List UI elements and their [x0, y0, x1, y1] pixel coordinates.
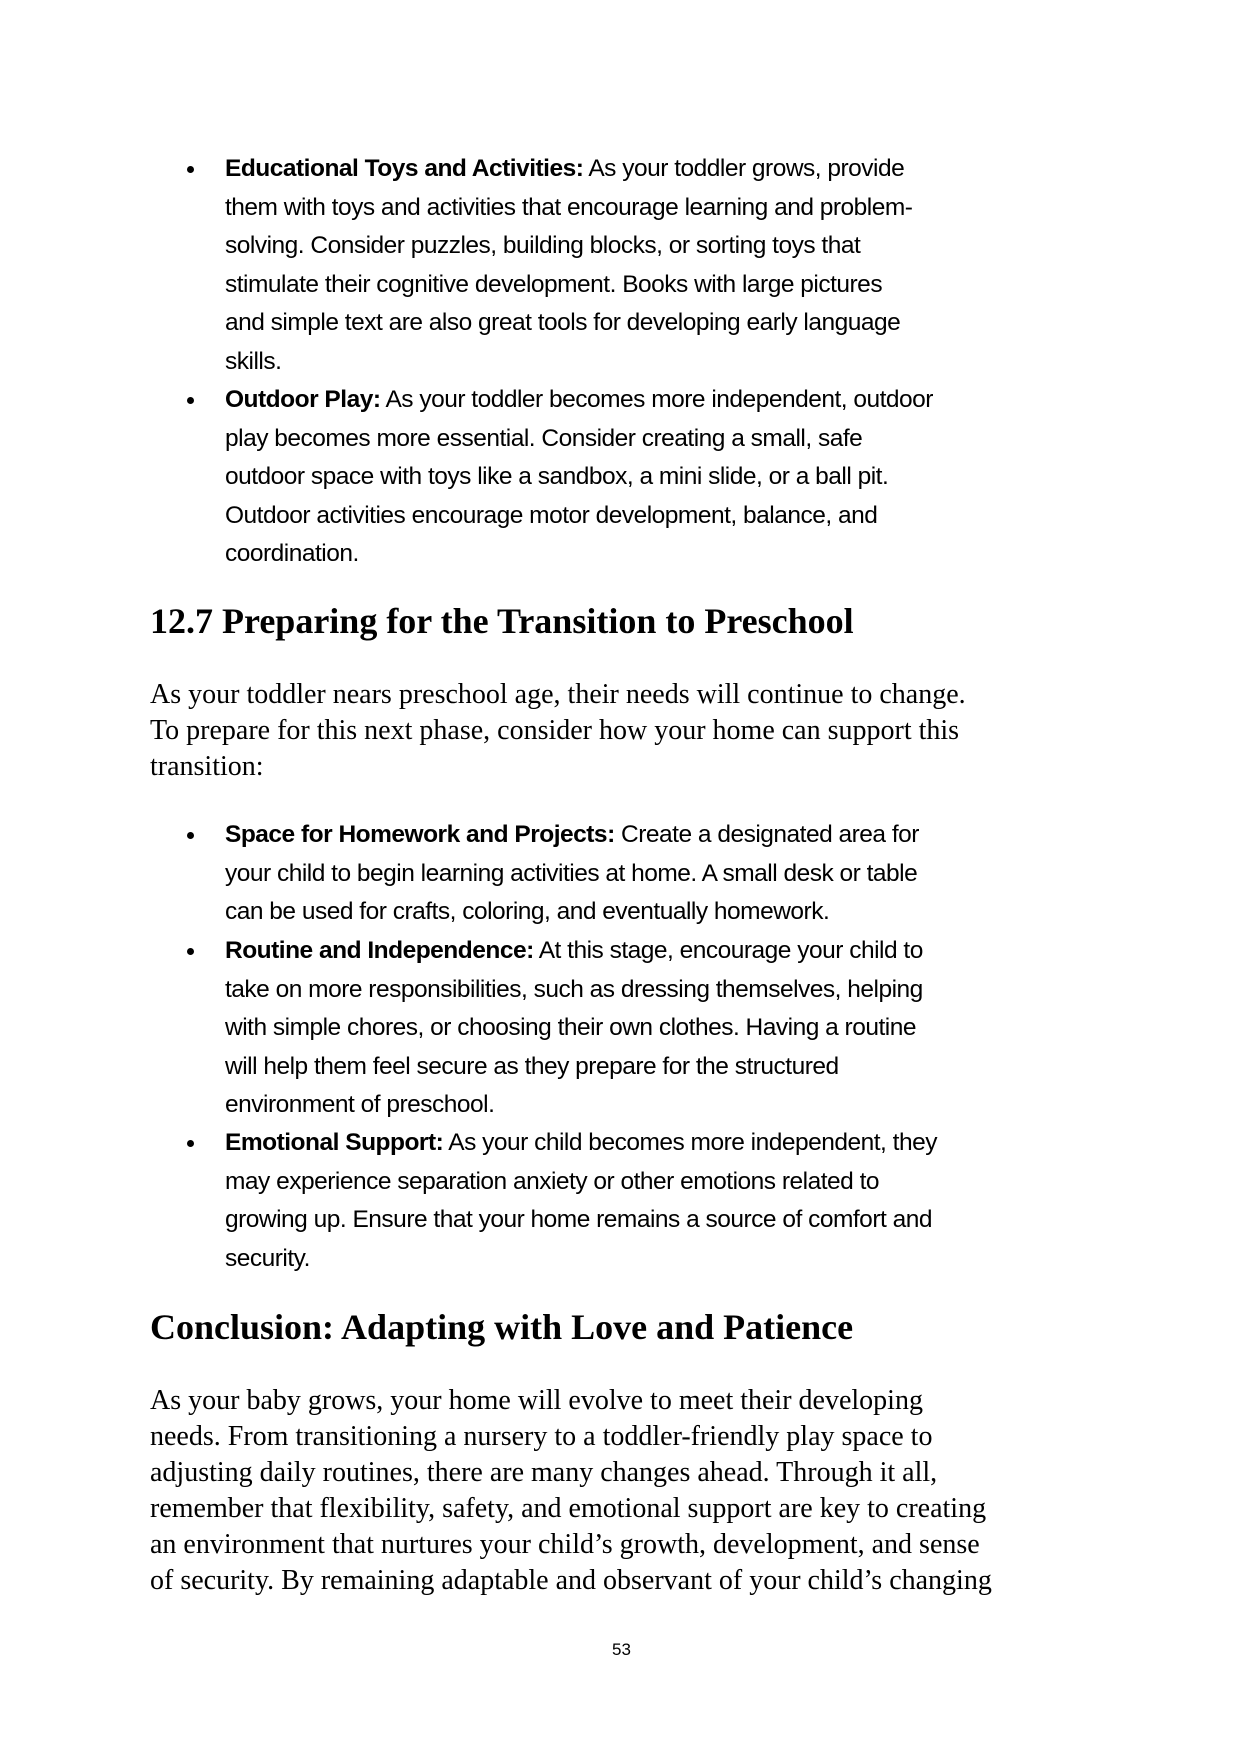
line-text: your child to begin learning activities at home. A small desk or table [225, 859, 918, 887]
text-line: adjusting daily routines, there are many changes ahead. Through it all, [150, 1457, 938, 1488]
line-text: As your toddler grows, provide [583, 155, 905, 182]
line-text: coordination. [225, 540, 359, 567]
line-text: and simple text are also great tools for developing early language [225, 309, 901, 336]
text-line [225, 932, 923, 971]
line-text: Create a designated area for [614, 821, 919, 848]
text-line [225, 855, 919, 894]
text-line [225, 343, 912, 382]
text-line: of security. By remaining adaptable and observant of your child’s changing [150, 1565, 992, 1596]
text-line [225, 420, 933, 459]
line-text: play becomes more essential. Consider creating a small, safe [225, 424, 863, 452]
text-line [225, 304, 912, 343]
text-line: needs. From transitioning a nursery to a toddler-friendly play space to [150, 1421, 933, 1452]
page-number: 53 [612, 1640, 631, 1659]
bullet-label: Routine and Independence: [225, 937, 534, 964]
line-text: security. [225, 1244, 310, 1272]
bullet-label: Emotional Support: [225, 1129, 444, 1156]
line-text: outdoor space with toys like a sandbox, a mini slide, or a ball pit. [225, 463, 889, 490]
bullet-dot-icon [187, 948, 194, 955]
text-line: remember that flexibility, safety, and emotional support are key to creating [150, 1493, 987, 1524]
bullet-dot-icon [187, 1140, 194, 1147]
bullet-text [225, 932, 923, 1125]
text-line [225, 1240, 937, 1279]
text-line: As your toddler nears preschool age, their needs will continue to change. [150, 679, 966, 710]
bullet-dot-icon [187, 832, 194, 839]
text-line [225, 381, 933, 420]
text-line [225, 535, 933, 574]
text-line [225, 971, 923, 1010]
text-line [225, 816, 919, 855]
line-text: solving. Consider puzzles, building blocks, or sorting toys that [225, 232, 861, 259]
bullet-text [225, 816, 919, 932]
text-line [225, 150, 912, 189]
line-text: will help them feel secure as they prepare for the structured [225, 1052, 839, 1080]
line-text: skills. [225, 347, 282, 375]
text-line: transition: [150, 751, 264, 782]
text-line [225, 1124, 937, 1163]
text-line [225, 1163, 937, 1202]
intro-paragraph [150, 677, 966, 785]
line-text: growing up. Ensure that your home remains a source of comfort and [225, 1206, 932, 1233]
section-heading-conclusion: Conclusion: Adapting with Love and Patience [150, 1307, 854, 1347]
line-text: them with toys and activities that encourage learning and problem- [225, 193, 913, 221]
line-text: can be used for crafts, coloring, and eventually homework. [225, 898, 830, 925]
text-line: To prepare for this next phase, consider how your home can support this [150, 715, 960, 746]
text-line [225, 1201, 937, 1240]
line-text: Outdoor activities encourage motor development, balance, and [225, 501, 878, 529]
text-line [225, 1086, 923, 1125]
text-line [225, 189, 912, 228]
text-line [225, 893, 919, 932]
bullet-label: Educational Toys and Activities: [225, 155, 584, 182]
text-line [225, 227, 912, 266]
line-text: may experience separation anxiety or other emotions related to [225, 1167, 880, 1195]
text-line [225, 497, 933, 536]
bullet-dot-icon [187, 166, 194, 173]
line-text: with simple chores, or choosing their own clothes. Having a routine [225, 1014, 916, 1041]
bullet-text [225, 150, 912, 381]
text-line [225, 266, 912, 305]
bullet-text [225, 381, 933, 574]
line-text: As your child becomes more independent, they [443, 1129, 937, 1156]
section-heading-preschool: 12.7 Preparing for the Transition to Preschool [150, 601, 854, 641]
text-line [225, 458, 933, 497]
line-text: take on more responsibilities, such as dressing themselves, helping [225, 975, 923, 1003]
line-text: environment of preschool. [225, 1091, 495, 1118]
text-line [225, 1009, 923, 1048]
line-text: At this stage, encourage your child to [533, 937, 923, 964]
text-line: an environment that nurtures your child’s growth, development, and sense [150, 1529, 980, 1560]
bullet-text [225, 1124, 937, 1278]
bullet-label: Outdoor Play: [225, 386, 381, 413]
line-text: As your toddler becomes more independent, outdoor [380, 386, 933, 413]
bullet-dot-icon [187, 397, 194, 404]
text-line [225, 1048, 923, 1087]
conclusion-paragraph [150, 1383, 992, 1599]
text-line: As your baby grows, your home will evolve to meet their developing [150, 1385, 923, 1416]
bullet-label: Space for Homework and Projects: [225, 821, 615, 848]
line-text: stimulate their cognitive development. Books with large pictures [225, 270, 883, 298]
